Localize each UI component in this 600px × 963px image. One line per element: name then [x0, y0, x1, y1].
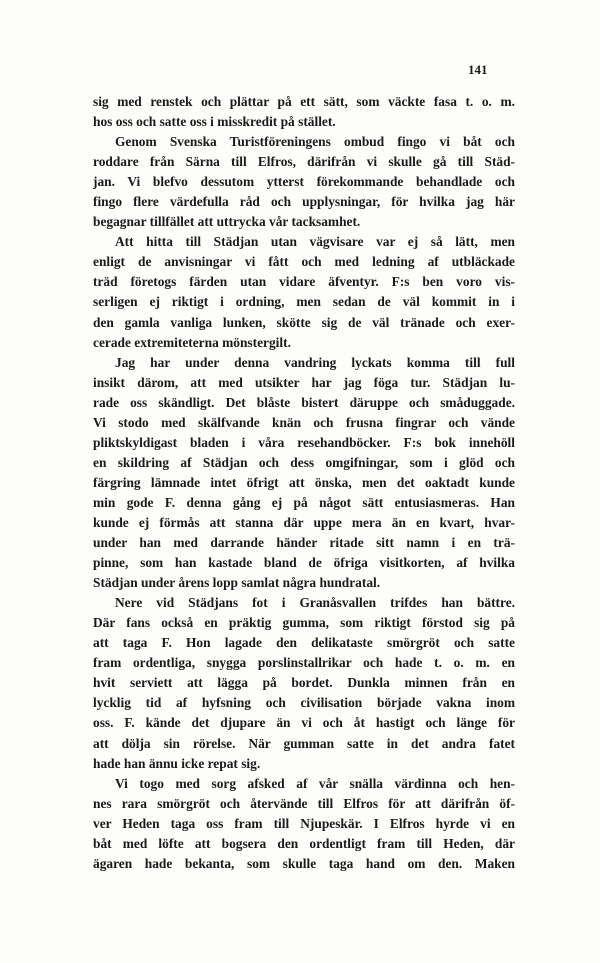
text-line: Nere vid Städjans fot i Granåsvallen trifdes han bättre. — [115, 595, 515, 611]
page-number: 141 — [468, 62, 488, 77]
text-line: färgring lämnade intet öfrigt att önska, men det oaktadt kunde — [93, 474, 515, 490]
text-line: att dölja sin rörelse. När gumman satte in det andra fatet — [93, 735, 515, 751]
text-line: ver Heden taga oss fram till Njupeskär. I Elfros hyrde vi en — [93, 815, 515, 831]
text-line: Vi stodo med skälfvande knän och frusna fingrar och vände — [93, 414, 515, 430]
text-line: under han med darrande händer ritade sitt namn i en trä- — [93, 535, 515, 551]
text-line: Att hitta till Städjan utan vägvisare var ej så lätt, men — [115, 234, 515, 250]
text-line: fram ordentliga, snygga porslinstallrikar och hade t. o. m. en — [93, 655, 515, 671]
text-line: kunde ej förmås att stanna där uppe mera än en kvart, hvar- — [93, 514, 515, 530]
text-line: den gamla vanliga lunken, skötte sig de väl tränade och exer- — [93, 314, 515, 330]
text-line: en skildring af Städjan och dess omgifningar, som i glöd och — [93, 454, 515, 470]
text-line: roddare från Särna till Elfros, därifrån vi skulle gå till Städ- — [93, 154, 515, 170]
text-line: nes rara smörgröt och återvände till Elfros för att därifrån öf- — [93, 795, 515, 811]
text-line: båt med löfte att bogsera den ordentligt fram till Heden, där — [93, 835, 515, 851]
text-line: att taga F. Hon lagade den delikataste smörgröt och satte — [93, 635, 515, 651]
text-line: begagnar tillfället att uttrycka vår tacksamhet. — [93, 214, 361, 230]
text-line: Där fans också en präktig gumma, som riktigt förstod sig på — [93, 615, 515, 631]
text-line: jan. Vi blefvo dessutom ytterst förekommande behandlade och — [93, 174, 515, 190]
text-line: pliktskyldigast bladen i våra resehandböcker. F:s bok innehöll — [93, 434, 515, 450]
body-text — [93, 92, 515, 874]
text-line: min gode F. denna gång ej på något sätt entusiasmeras. Han — [93, 494, 515, 510]
text-line: Genom Svenska Turistföreningens ombud fingo vi båt och — [115, 134, 515, 150]
text-line: cerade extremiteterna mönstergilt. — [93, 334, 291, 350]
text-line: oss. F. kände det djupare än vi och åt hastigt och länge för — [93, 715, 515, 731]
text-line: hade han ännu icke repat sig. — [93, 755, 261, 771]
text-line: enligt de anvisningar vi fått och med ledning af utbläckade — [93, 254, 515, 270]
text-line: insikt därom, att med utsikter har jag föga tur. Städjan lu- — [93, 374, 515, 390]
text-line: hvit serviett att lägga på bordet. Dunkla minnen från en — [93, 675, 515, 691]
text-line: träd företogs färden utan vidare äfventyr. F:s ben voro vis- — [93, 274, 515, 290]
text-line: lycklig tid af hyfsning och civilisation började vakna inom — [93, 695, 515, 711]
text-line: Vi togo med sorg afsked af vår snälla värdinna och hen- — [115, 775, 515, 791]
text-line: rade oss skändligt. Det blåste bistert däruppe och småduggade. — [93, 394, 515, 410]
text-line: sig med renstek och plättar på ett sätt, som väckte fasa t. o. m. — [93, 94, 515, 109]
text-line: fingo flere värdefulla råd och upplysningar, för hvilka jag här — [93, 194, 515, 210]
text-line: Städjan under årens lopp samlat några hundratal. — [93, 575, 381, 591]
text-line: pinne, som han kastade bland de öfriga visitkorten, af hvilka — [93, 555, 515, 571]
text-line: ägaren hade bekanta, som skulle taga hand om den. Maken — [93, 855, 515, 871]
text-line: Jag har under denna vandring lyckats komma till full — [115, 354, 515, 370]
text-line: serligen ej riktigt i ordning, men sedan de väl kommit in i — [93, 294, 515, 310]
text-line: hos oss och satte oss i misskredit på stället. — [93, 114, 336, 130]
